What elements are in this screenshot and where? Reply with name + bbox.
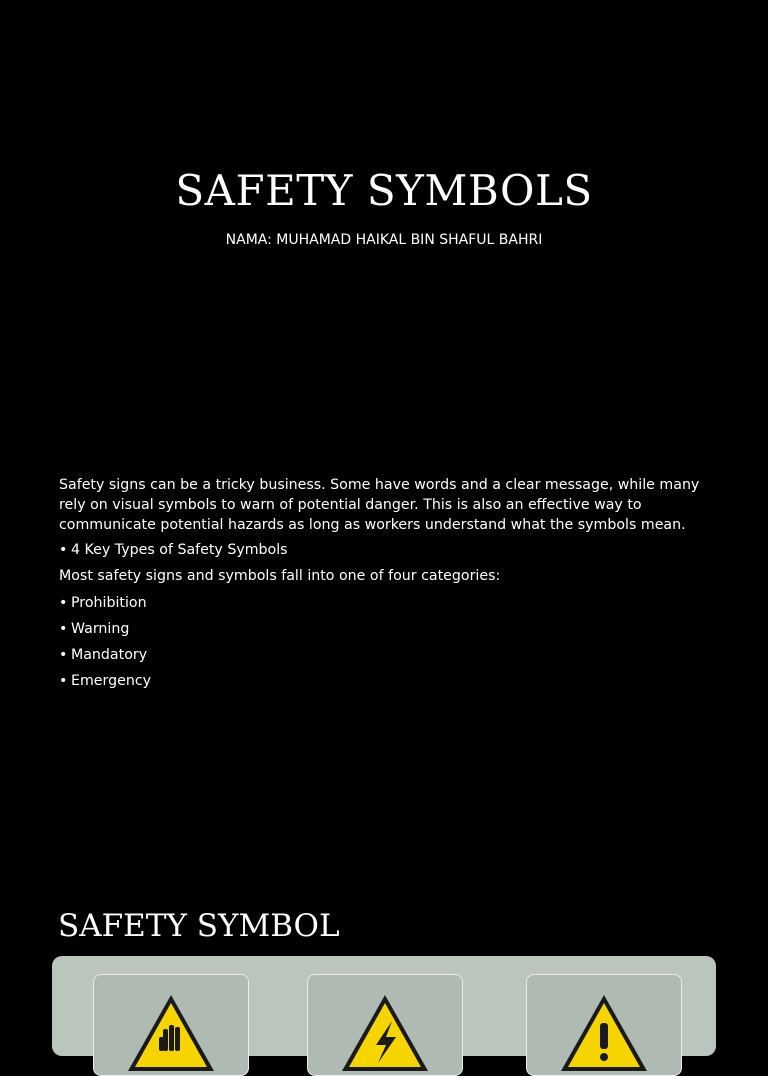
list-item xyxy=(59,619,719,645)
list-item-text: Mandatory xyxy=(71,647,148,664)
symbols-panel xyxy=(52,956,716,1056)
list-item-text: Prohibition xyxy=(71,594,147,611)
hand-crush-warning-icon xyxy=(126,993,216,1073)
exclamation-warning-icon xyxy=(559,993,649,1073)
bullet-marker: • xyxy=(59,542,68,558)
symbols-heading: SAFETY SYMBOL xyxy=(58,908,340,944)
list-item xyxy=(59,540,719,566)
list-item-text: Warning xyxy=(71,620,130,637)
sign-card xyxy=(93,974,249,1076)
sign-card xyxy=(526,974,682,1076)
slide-title: SAFETY SYMBOLS xyxy=(175,166,593,215)
list-item xyxy=(59,593,719,619)
category-list xyxy=(59,540,719,698)
bullet-marker: • xyxy=(59,620,68,637)
list-item xyxy=(59,645,719,671)
symbols-slide xyxy=(0,890,768,1024)
slide-subtitle: NAMA: MUHAMAD HAIKAL BIN SHAFUL BAHRI xyxy=(225,232,543,248)
bullet-marker: • xyxy=(59,647,68,664)
content-slide xyxy=(0,460,768,880)
intro-paragraph: Safety signs can be a tricky business. Some have words and a clear message, while many rely on visual symbols to warn of potential danger. This is also an effective way to communicate potential hazards as long as workers understand what the symbols mean. xyxy=(59,477,700,533)
list-item-text: Most safety signs and symbols fall into one of four categories: xyxy=(59,568,501,585)
title-slide xyxy=(0,0,768,440)
bullet-marker: • xyxy=(59,594,68,611)
list-item xyxy=(59,671,719,697)
list-item-text: 4 Key Types of Safety Symbols xyxy=(71,542,288,558)
list-item-text: Emergency xyxy=(71,673,152,690)
bullet-marker: • xyxy=(59,673,68,690)
sign-card xyxy=(307,974,463,1076)
electric-shock-warning-icon xyxy=(340,993,430,1073)
list-item xyxy=(59,566,719,592)
